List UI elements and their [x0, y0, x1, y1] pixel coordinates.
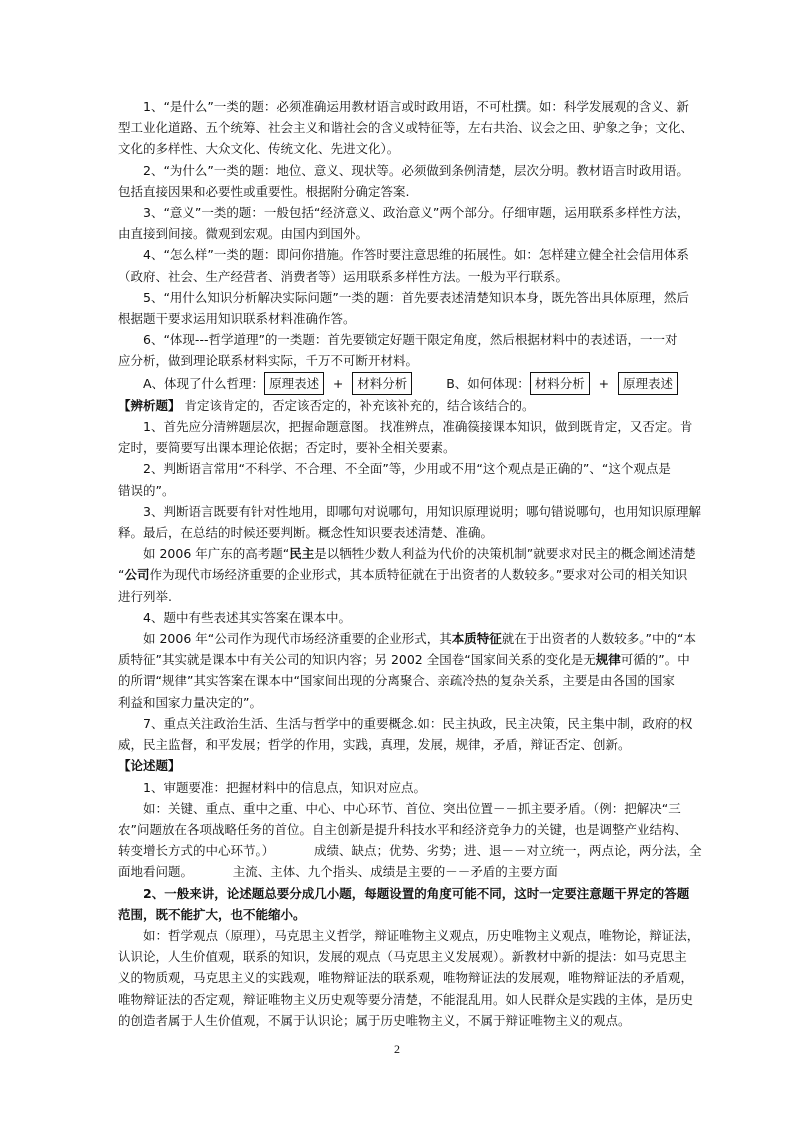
para-5-line: 根据题干要求运用知识联系材料准确作答。 [118, 311, 356, 327]
example-line: 的所谓“规律”其实答案在课本中“国家间出现的分离聚合、亲疏冷热的复杂关系，主要是由各国的国家 [118, 673, 675, 689]
lunshu-1-example-line: 面地看问题。 主流、主体、九个指头、成绩是主要的－－矛盾的主要方面 [118, 864, 558, 880]
b-material-box: 材料分析 [530, 372, 590, 395]
section-intro: 肯定该肯定的，否定该否定的，补充该补充的，结合该结合的。 [184, 397, 535, 413]
para-2-line: 包括直接因果和必要性或重要性。根据附分确定答案. [118, 183, 410, 199]
para-5-line: 5、“用什么知识分析解决实际问题”一类的题：首先要表述清楚知识本身，既先答出具体原理，然后 [143, 289, 689, 305]
para-6-line: 6、“体现---哲学道理”的一类题：首先要锁定好题干限定角度，然后根据材料中的表述语，一一对 [143, 332, 678, 348]
text-run: 就在于出资者的人数较多。”中的“本 [501, 631, 696, 647]
section-title: 【辨析题】 [118, 397, 181, 413]
example-line: 利益和国家力量决定的”。 [118, 694, 262, 710]
b-label: B、如何体现： [446, 375, 530, 391]
plus-sign: + [598, 375, 610, 391]
bianxi-heading [118, 395, 678, 416]
para-2-line: 2、“为什么”一类的题：地位、意义、现状等。必须做到条例清楚，层次分明。教材语言时政用语。 [143, 162, 689, 178]
para-3-line: 3、“意义”一类的题：一般包括“经济意义、政治意义”两个部分。仔细审题，运用联系多样性方法， [143, 205, 690, 221]
a-material-box: 材料分析 [352, 372, 412, 395]
a-label: A、体现了什么哲理： [143, 375, 265, 391]
para-1-line: 型工业化道路、五个统筹、社会主义和谐社会的含义或特征等，左右共治、议会之田、驴象之争；文化、 [118, 120, 694, 136]
bold-term: 规律 [595, 652, 621, 668]
a-principle-box: 原理表述 [264, 372, 324, 395]
bianxi-2-line: 错误的”。 [118, 482, 175, 498]
bianxi-3-line: 释。最后，在总结的时候还要判断。概念性知识要表述清楚、准确。 [118, 525, 494, 541]
plus-sign: + [332, 375, 344, 391]
document-body [118, 96, 702, 1031]
bianxi-7-line: 7、重点关注政治生活、生活与哲学中的重要概念.如：民主执政，民主决策，民主集中制，政府的权 [143, 715, 693, 731]
bianxi-3-line: 3、判断语言既要有针对性地用，即哪句对说哪句，用知识原理说明；哪句错说哪句，也用知识原理解 [143, 503, 701, 519]
lunshu-heading: 【论述题】 [118, 758, 181, 774]
text-run: 质特征”其实就是课本中有关公司的知识内容；另 2002 全国卷“国家间关系的变化是无 [118, 652, 596, 668]
bianxi-7-line: 威，民主监督，和平发展；哲学的作用，实践，真理，发展，规律，矛盾，辩证否定、创新。 [118, 737, 631, 753]
lunshu-2-line: 2、一般来讲，论述题总要分成几小题，每题设置的角度可能不同，这时一定要注意题干界定的答题 [143, 885, 690, 901]
para-6-line: 应分析，做到理论联系材料实际，千万不可断开材料。 [118, 353, 419, 369]
para-1-line: 文化的多样性、大众文化、传统文化、先进文化）。 [118, 141, 400, 157]
bianxi-1-line: 定时，要简要写出课本理论依据；否定时，要补全相关要素。 [118, 440, 456, 456]
lunshu-2-example-line: 如：哲学观点（原理），马克思主义哲学，辩证唯物主义观点，历史唯物主义观点，唯物论，辩证法， [143, 927, 700, 943]
para-1-line: 1、“是什么”一类的题：必须准确运用教材语言或时政用语，不可杜撰。如：科学发展观的含义、新 [143, 99, 689, 114]
bianxi-1-line: 1、首先应分清辨题层次，把握命题意图。 找准辨点，准确篌接课本知识，做到既肯定，又否定。肯 [143, 419, 693, 435]
bold-term: 公司 [124, 567, 150, 583]
text-run: 作为现代市场经济重要的企业形式，其本质特征就在于出资者的人数较多。”要求对公司的相关知识 [149, 567, 688, 583]
page-number: 2 [394, 1042, 400, 1056]
lunshu-2-example-line: 义的物质观，马克思主义的实践观，唯物辩证法的联系观，唯物辩证法的发展观，唯物辩证法的矛盾观， [118, 970, 694, 986]
lunshu-1-example-line: 农”问题放在各项战略任务的首位。自主创新是提升科技水平和经济竞争力的关键，也是调整产业结构、 [118, 821, 687, 837]
lunshu-2-example-line: 的创造者属于人生价值观，不属于认识论；属于历史唯物主义，不属于辩证唯物主义的观点。 [118, 1012, 631, 1028]
text-run: 如 2006 年广东的高考题“ [143, 546, 290, 562]
para-4-line: （政府、社会、生产经营者、消费者等）运用联系多样性方法。一般为平行联系。 [118, 268, 569, 284]
bold-term: 本质特征 [451, 631, 502, 647]
bianxi-4-line: 4、题中有些表述其实答案在课本中。 [143, 609, 351, 625]
text-run: “ [118, 567, 125, 583]
lunshu-2-example-line: 唯物辩证法的否定观，辩证唯物主义历史观等要分清楚，不能混乱用。如人民群众是实践的主体，是历史 [118, 991, 694, 1007]
lunshu-1-example-line: 转变增长方式的中心环节。） 成绩、缺点；优势、劣势；进、退－－对立统一，两点论，两分法，全 [118, 843, 702, 859]
example-line [118, 564, 688, 585]
example-line [118, 543, 696, 564]
para-3-line: 由直接到间接。微观到宏观。由国内到国外。 [118, 226, 369, 242]
example-line: 进行列举. [118, 588, 172, 604]
lunshu-1-line: 1、审题要准：把握材料中的信息点，知识对应点。 [143, 779, 426, 795]
lunshu-2-line: 范围，既不能扩大，也不能缩小。 [118, 906, 306, 922]
text-run: 如 2006 年“公司作为现代市场经济重要的企业形式，其 [143, 631, 452, 647]
example-line [118, 628, 696, 649]
text-run: 是以牺牲少数人利益为代价的决策机制”就要求对民主的概念阐述清楚 [314, 546, 696, 562]
answer-structure-row [118, 372, 678, 395]
bianxi-2-line: 2、判断语言常用“不科学、不合理、不全面”等，少用或不用“这个观点是正确的”、“这个观点是 [143, 461, 671, 477]
bold-term: 民主 [289, 546, 315, 562]
b-principle-box: 原理表述 [618, 372, 678, 395]
text-run: 可循的”。中 [620, 652, 690, 668]
para-4-line: 4、“怎么样”一类的题：即问你措施。作答时要注意思维的拓展性。如：怎样建立健全社会信用体系 [143, 247, 689, 263]
example-line [118, 649, 690, 670]
lunshu-1-example-line: 如：关键、重点、重中之重、中心、中心环节、首位、突出位置－－抓主要矛盾。（例：把解决“三 [143, 800, 681, 816]
lunshu-2-example-line: 认识论，人生价值观，联系的知识，发展的观点（马克思主义发展观）。新教材中新的提法：如马克思主 [118, 949, 687, 965]
